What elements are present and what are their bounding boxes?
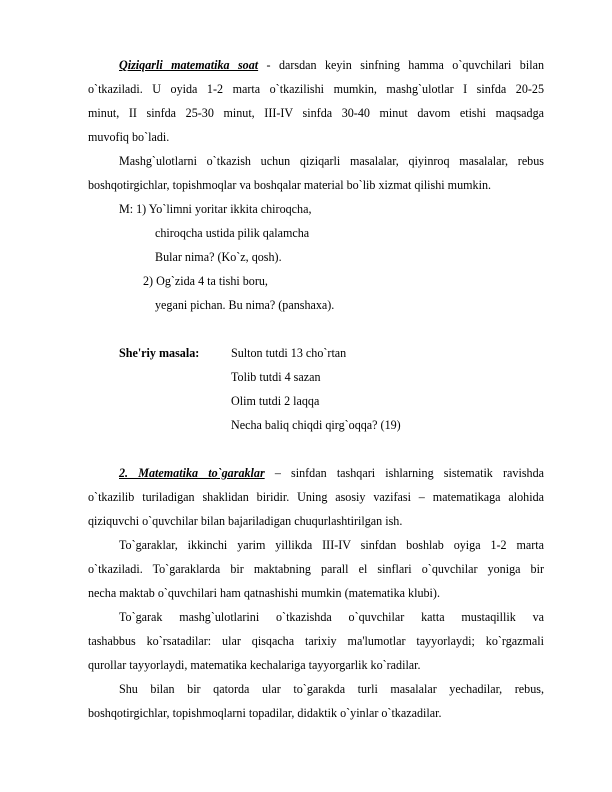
section1-first-line	[119, 58, 544, 72]
para4-line-0: To`garaklar, ikkinchi yarim yillikda III-IV sinfdan boshlab oyiga 1-2 marta	[119, 538, 544, 552]
section2-line-1: o`tkazilib turiladigan shaklidan biridir. Uning asosiy vazifasi – matematikaga alohida	[88, 490, 544, 504]
section2-line-2: qiziquvchi o`quvchilar bilan bajariladigan chuqurlashtirilgan ish.	[88, 514, 403, 528]
para4-line-2: necha maktab o`quvchilari ham qatnashishi mumkin (matematika klubi).	[88, 586, 440, 600]
para6-line-0: Shu bilan bir qatorda ular to`garakda turli masalalar yechadilar, rebus,	[119, 682, 544, 696]
section2-heading: 2. Matematika to`garaklar	[119, 466, 265, 480]
problem-line-2: Olim tutdi 2 laqqa	[231, 394, 320, 408]
section2-first-line	[119, 466, 544, 480]
section1-line-3: muvofiq bo`ladi.	[88, 130, 170, 144]
example-line-4: yegani pichan. Bu nima? (panshaxa).	[155, 298, 335, 312]
para5-line-0: To`garak mashg`ulotlarini o`tkazishda o`quvchilar katta mustaqillik va	[119, 610, 544, 624]
para2-line-0: Mashg`ulotlarni o`tkazish uchun qiziqarli masalalar, qiyinroq masalalar, rebus	[119, 154, 544, 168]
section2-line-0: – sinfdan tashqari ishlarning sistematik ravishda	[264, 466, 544, 480]
problem-label: She'riy masala:	[119, 346, 200, 360]
para4-line-1: o`tkaziladi. To`garaklarda bir maktabning parall el sinflari o`quvchilar yoniga bir	[88, 562, 544, 576]
section1-line-1: o`tkaziladi. U oyida 1-2 marta o`tkazilishi mumkin, mashg`ulotlar I sinfda 20-25	[88, 82, 544, 96]
para6-line-1: boshqotirgichlar, topishmoqlarni topadilar, didaktik o`yinlar o`tkazadilar.	[88, 706, 442, 720]
problem-line-3: Necha baliq chiqdi qirg`oqqa? (19)	[231, 418, 401, 432]
para5-line-2: qurollar tayyorlaydi, matematika kechalariga tayyorgarlik ko`radilar.	[88, 658, 421, 672]
section1-heading: Qiziqarli matematika soat	[119, 58, 259, 72]
example-line-1: chiroqcha ustida pilik qalamcha	[155, 226, 310, 240]
section1-line-0: - darsdan keyin sinfning hamma o`quvchilari bilan	[258, 58, 544, 72]
para5-line-1: tashabbus ko`rsatadilar: ular qisqacha tarixiy ma'lumotlar tayyorlaydi; ko`rgazmali	[88, 634, 544, 648]
example-line-2: Bular nima? (Ko`z, qosh).	[155, 250, 282, 264]
problem-line-0: Sulton tutdi 13 cho`rtan	[231, 346, 347, 360]
section1-line-2: minut, II sinfda 25-30 minut, III-IV sinfda 30-40 minut davom etishi maqsadga	[88, 106, 544, 120]
example-line-3: 2) Og`zida 4 ta tishi boru,	[143, 274, 268, 288]
para2-line-1: boshqotirgichlar, topishmoqlar va boshqalar material bo`lib xizmat qilishi mumkin.	[88, 178, 492, 192]
problem-line-1: Tolib tutdi 4 sazan	[231, 370, 321, 384]
example-line-0: M: 1) Yo`limni yoritar ikkita chiroqcha,	[119, 202, 312, 216]
